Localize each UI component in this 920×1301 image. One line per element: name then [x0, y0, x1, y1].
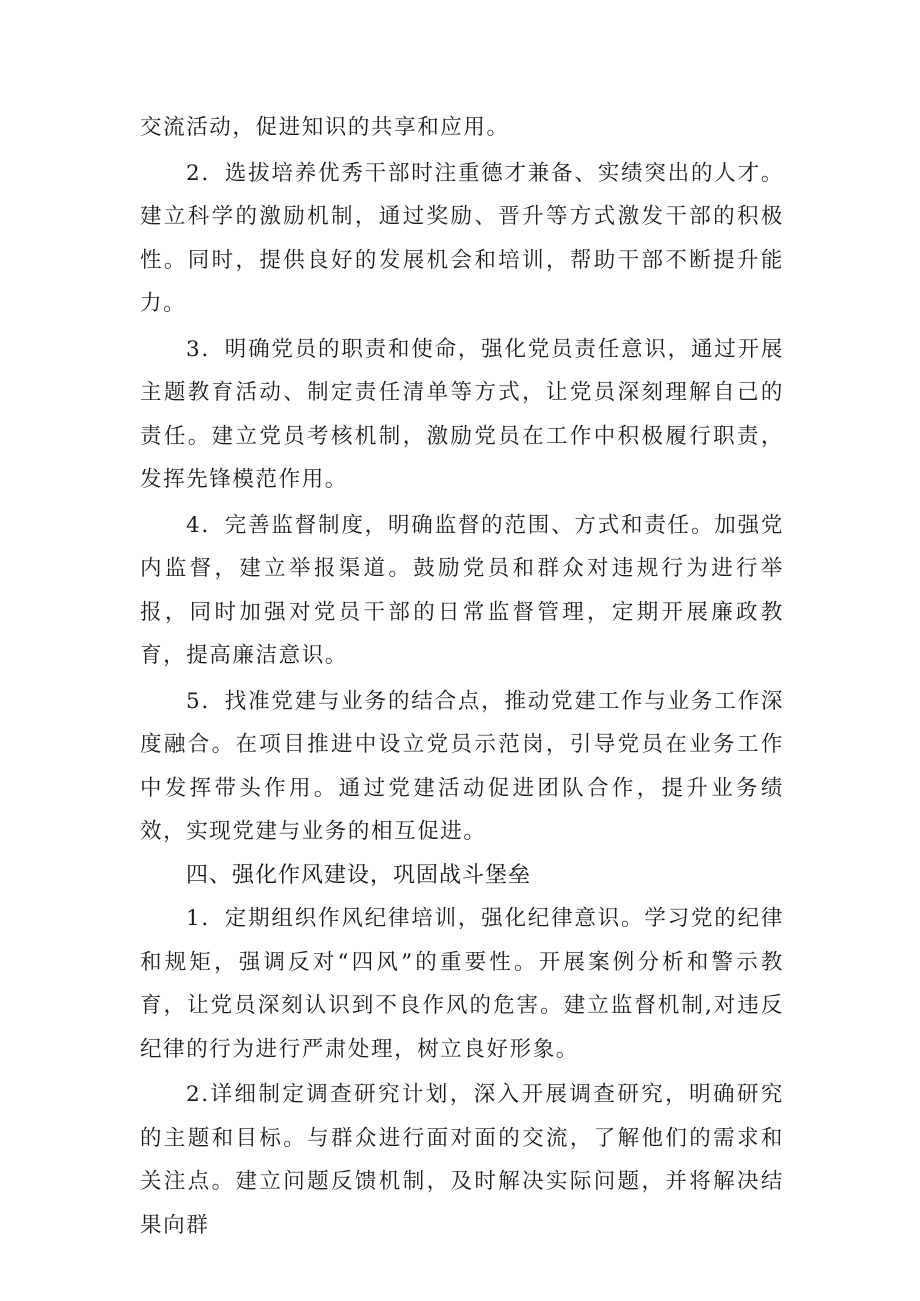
paragraph-item-4: 4．完善监督制度，明确监督的范围、方式和责任。加强党内监督，建立举报渠道。鼓励党员和群众对违规行为进行举报，同时加强对党员干部的日常监督管理，定期开展廉政教育，提高廉洁意识。: [140, 512, 784, 668]
section-paragraph-1: 1．定期组织作风纪律培训，强化纪律意识。学习党的纪律和规矩，强调反对“四风”的重要性。开展案例分析和警示教育，让党员深刻认识到不良作风的危害。建立监督机制,对违反纪律的行为进行严肃处理，树立良好形象。: [140, 906, 784, 1062]
section-heading: 四、强化作风建设，巩固战斗堡垒: [186, 862, 532, 888]
paragraph-item-3: 3．明确党员的职责和使命，强化党员责任意识，通过开展主题教育活动、制定责任清单等方式，让党员深刻理解自己的责任。建立党员考核机制，激励党员在工作中积极履行职责，发挥先锋模范作用。: [140, 336, 784, 492]
paragraph-continuation: 交流活动，促进知识的共享和应用。: [140, 115, 510, 140]
document-body: [140, 106, 784, 1247]
paragraph-item-5: 5．找准党建与业务的结合点，推动党建工作与业务工作深度融合。在项目推进中设立党员示范岗，引导党员在业务工作中发挥带头作用。通过党建活动促进团队合作，提升业务绩效，实现党建与业务的相互促进。: [140, 688, 784, 844]
paragraph-item-2: 2．选拔培养优秀干部时注重德才兼备、实绩突出的人才。建立科学的激励机制，通过奖励、晋升等方式激发干部的积极性。同时，提供良好的发展机会和培训，帮助干部不断提升能力。: [140, 160, 784, 316]
section-paragraph-2: 2.详细制定调查研究计划，深入开展调查研究，明确研究的主题和目标。与群众进行面对面的交流，了解他们的需求和关注点。建立问题反馈机制，及时解决实际问题，并将解决结果向群: [140, 1082, 784, 1238]
